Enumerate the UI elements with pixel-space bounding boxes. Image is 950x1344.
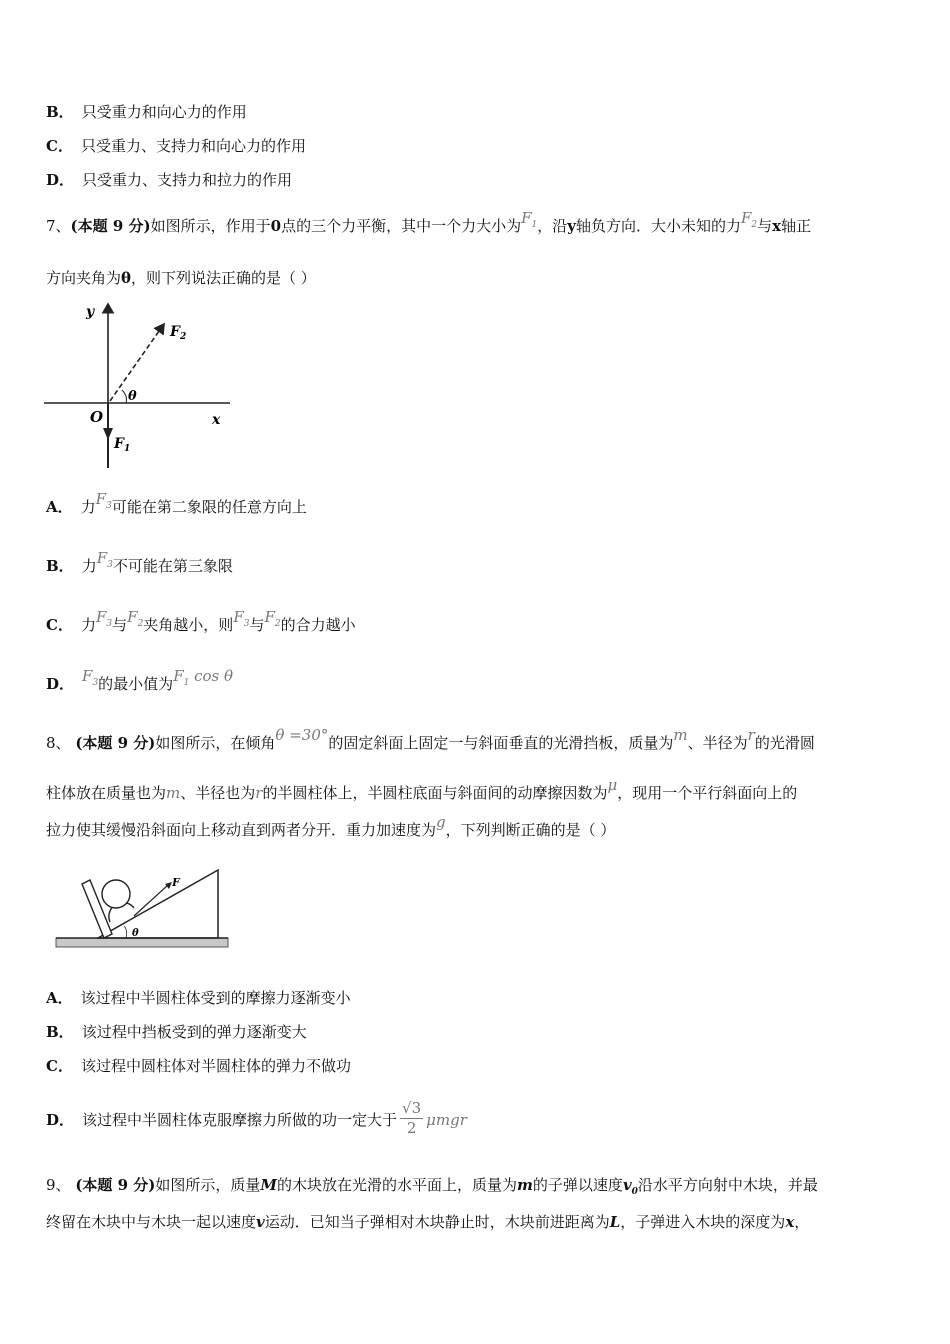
q7-stem-line2 — [46, 268, 316, 288]
gravity-symbol: g — [436, 813, 446, 831]
q9-stem-line2 — [46, 1212, 809, 1232]
q8-incline-diagram — [54, 858, 230, 952]
theta-symbol: θ — [121, 269, 132, 287]
v-symbol: v — [256, 1213, 265, 1231]
option-label: D． — [46, 675, 75, 693]
q9-stem-line1 — [46, 1175, 818, 1202]
stem-text: ，沿 — [537, 217, 568, 235]
theta-arc — [124, 926, 127, 938]
q6-option-c — [46, 136, 306, 156]
option-text: 该过程中挡板受到的弹力逐渐变大 — [81, 1023, 307, 1041]
stem-text: 方向夹角为 — [46, 269, 122, 287]
stem-text: 如图所示，作用于 — [150, 217, 271, 235]
x-axis-symbol: x — [772, 217, 782, 235]
question-number: 7、 — [46, 217, 71, 235]
angle-expression: θ =30° — [275, 726, 329, 744]
q7-force-diagram — [42, 298, 242, 476]
stem-text: 沿水平方向射中木块，并最 — [637, 1176, 818, 1194]
q7-option-c — [46, 608, 356, 642]
radius-symbol: r — [255, 784, 263, 802]
option-text: 可能在第二象限的任意方向上 — [111, 498, 307, 516]
option-text: 力 — [80, 616, 96, 634]
f1-arrowhead — [103, 428, 113, 440]
stem-text: 、半径也为 — [180, 784, 256, 802]
force-arrowhead — [165, 882, 172, 889]
question-points: (本题 9 分) — [75, 1176, 156, 1194]
stem-text: 的半圆柱体上，半圆柱底面与斜面间的动摩擦因数为 — [262, 784, 608, 802]
q7-option-d — [46, 667, 234, 701]
q7-stem-line1 — [46, 209, 812, 243]
q8-stem-line3 — [46, 813, 616, 840]
f3-symbol: $F_3$ — [233, 608, 250, 629]
sqrt3-over-2-fraction: $\frac{√3}{2}$ — [402, 1098, 422, 1137]
question-points: (本题 9 分) — [75, 734, 156, 752]
option-text: 力 — [80, 498, 96, 516]
stem-text: 与 — [757, 217, 773, 235]
option-text: 与 — [249, 616, 265, 634]
stem-text: 的木块放在光滑的水平面上，质量为 — [277, 1176, 518, 1194]
v0-symbol: $v_0$ — [622, 1176, 638, 1197]
stem-text: 拉力使其缓慢沿斜面向上移动直到两者分开．重力加速度为 — [46, 821, 437, 839]
stem-text: 的固定斜面上固定一与斜面垂直的光滑挡板，质量为 — [328, 734, 674, 752]
question-number: 9、 — [46, 1176, 71, 1194]
fig-theta-label: θ — [128, 389, 137, 404]
stem-text: 点的三个力平衡，其中一个力大小为 — [281, 217, 522, 235]
stem-text: ，子弹进入木块的深度为 — [620, 1213, 786, 1231]
option-text: 只受重力和向心力的作用 — [81, 103, 247, 121]
stem-text: ，下列判断正确的是（ ） — [445, 821, 616, 839]
f3-symbol: $F_3$ — [95, 490, 112, 511]
option-text: 不可能在第三象限 — [112, 557, 233, 575]
f2-symbol: $F_2$ — [264, 608, 281, 629]
option-label: C． — [46, 616, 73, 634]
option-text: 力 — [81, 557, 97, 575]
ground — [56, 938, 228, 947]
option-text: 该过程中圆柱体对半圆柱体的弹力不做功 — [80, 1057, 351, 1075]
option-label: A． — [46, 989, 73, 1007]
stem-text: 如图所示，在倾角 — [155, 734, 276, 752]
stem-text: 的子弹以速度 — [532, 1176, 623, 1194]
stem-text: ，则下列说法正确的是（ ） — [131, 269, 316, 287]
f2-vector — [110, 324, 164, 401]
option-text: 该过程中半圆柱体克服摩擦力所做的功一定大于 — [82, 1111, 398, 1129]
stem-text: 的光滑圆 — [754, 734, 815, 752]
q8-option-d — [46, 1094, 467, 1146]
q6-option-b — [46, 102, 247, 122]
mu-symbol: μ — [607, 776, 618, 794]
fig-y-label: y — [86, 304, 95, 320]
q8-option-b — [46, 1022, 307, 1042]
mu-mgr-expression: μmgr — [426, 1111, 467, 1129]
question-points: (本题 9 分) — [70, 217, 151, 235]
option-text: 只受重力、支持力和拉力的作用 — [82, 171, 293, 189]
q6-option-d — [46, 170, 292, 190]
f1-cos-theta-expression: $F_1$ cos θ — [173, 667, 234, 688]
q8-stem-line2 — [46, 776, 798, 803]
q7-option-b — [46, 549, 233, 583]
stem-text: 柱体放在质量也为 — [46, 784, 167, 802]
fig-theta-label: θ — [132, 928, 139, 939]
fig-f1-label: $F_1$ — [114, 436, 131, 454]
f3-symbol: $F_3$ — [96, 549, 113, 570]
cylinder — [102, 880, 130, 908]
distance-symbol: L — [609, 1213, 621, 1231]
fig-force-label: F — [172, 876, 180, 889]
stem-text: ，现用一个平行斜面向上的 — [617, 784, 798, 802]
theta-arc — [122, 390, 127, 403]
question-number: 8、 — [46, 734, 71, 752]
option-text: 该过程中半圆柱体受到的摩擦力逐渐变小 — [80, 989, 351, 1007]
q8-option-c — [46, 1056, 351, 1076]
option-text: 只受重力、支持力和向心力的作用 — [80, 137, 306, 155]
stem-text: 、半径为 — [687, 734, 748, 752]
q7-option-a — [46, 490, 307, 524]
option-label: B． — [46, 557, 74, 575]
option-text: 与 — [112, 616, 128, 634]
f3-symbol: $F_3$ — [82, 667, 99, 688]
option-text: 夹角越小，则 — [143, 616, 234, 634]
option-label: C． — [46, 1057, 73, 1075]
q8-option-a — [46, 988, 351, 1008]
f1-symbol: $F_1$ — [521, 209, 538, 230]
stem-text: 终留在木块中与木块一起以速度 — [46, 1213, 257, 1231]
option-label: B． — [46, 103, 74, 121]
f3-symbol: $F_3$ — [95, 608, 113, 629]
option-label: D． — [46, 171, 75, 189]
stem-text: 轴正 — [781, 217, 812, 235]
radius-symbol: r — [747, 726, 755, 744]
option-label: A． — [46, 498, 73, 516]
option-label: D． — [46, 1111, 75, 1129]
fig-origin-label: O — [90, 408, 104, 426]
point-o: 0 — [270, 217, 282, 235]
f2-symbol: $F_2$ — [741, 209, 758, 230]
fig-f2-label: $F_2$ — [170, 324, 187, 342]
f2-symbol: $F_2$ — [127, 608, 144, 629]
block-mass-symbol: M — [260, 1176, 278, 1194]
stem-text: 轴负方向．大小未知的力 — [575, 217, 741, 235]
q8-stem-line1 — [46, 726, 815, 753]
mass-symbol: m — [673, 726, 688, 744]
bullet-mass-symbol: m — [517, 1176, 533, 1194]
mass-symbol: m — [166, 784, 181, 802]
stem-text: ， — [794, 1213, 810, 1231]
stem-text: 如图所示，质量 — [155, 1176, 261, 1194]
y-axis-symbol: y — [567, 217, 576, 235]
option-label: B． — [46, 1023, 74, 1041]
depth-symbol: x — [785, 1213, 795, 1231]
option-text: 的合力越小 — [280, 616, 356, 634]
option-label: C． — [46, 137, 73, 155]
stem-text: 运动．已知当子弹相对木块静止时，木块前进距离为 — [264, 1213, 610, 1231]
fig-x-label: x — [212, 412, 221, 428]
option-text: 的最小值为 — [98, 675, 174, 693]
